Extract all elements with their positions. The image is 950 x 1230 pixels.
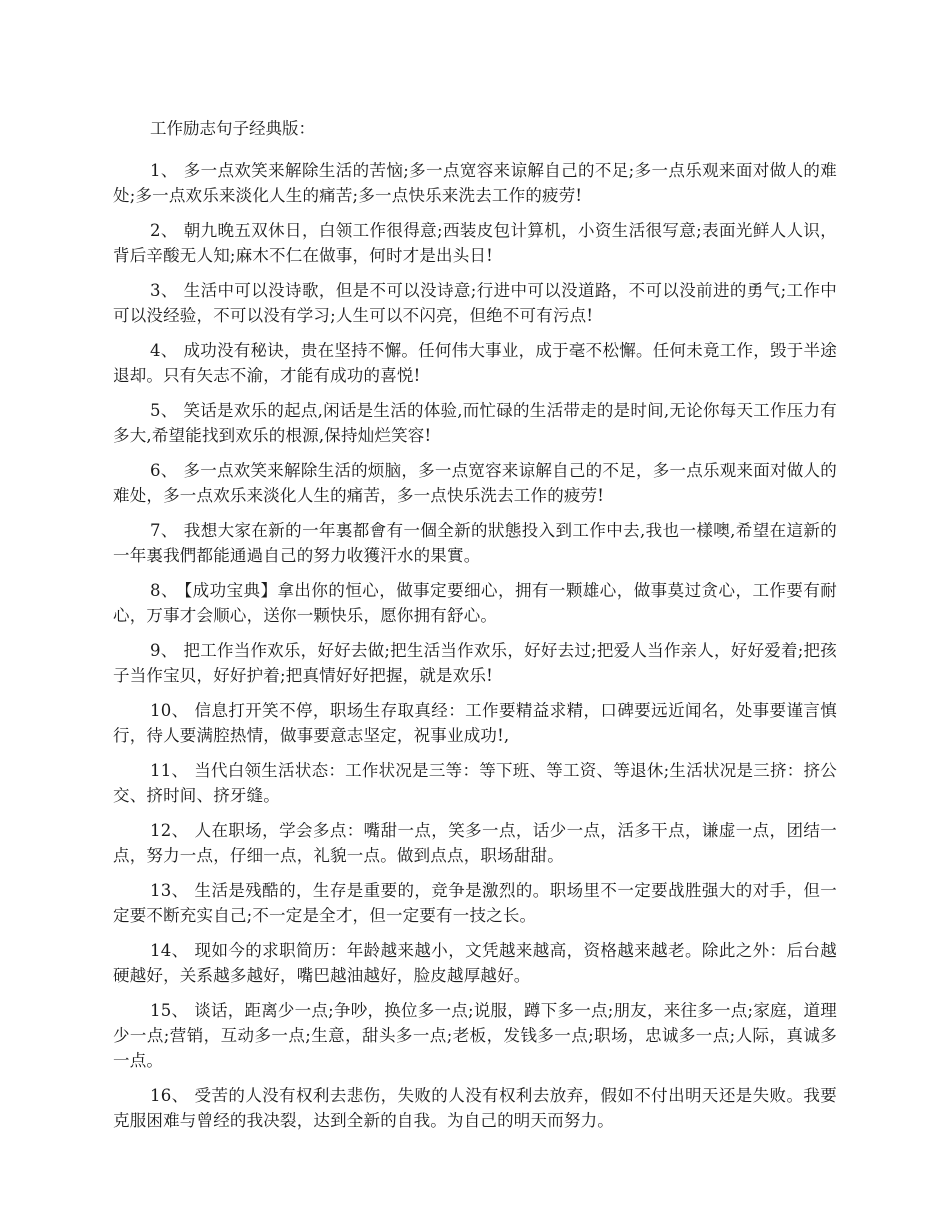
item-number: 6、 [150,461,178,480]
list-item [113,338,837,388]
list-item [113,458,837,508]
item-number: 9、 [150,641,178,660]
list-item [113,1083,837,1133]
item-text: 人在职场，学会多点：嘴甜一点，笑多一点，话少一点，活多干点，谦虚一点，团结一点，努力一点，仔细一点，礼貌一点。做到点点，职场甜甜。 [113,821,837,865]
item-number: 4、 [150,341,178,360]
document-page [113,118,837,1143]
item-text: 多一点欢笑来解除生活的烦脑，多一点宽容来谅解自己的不足，多一点乐观来面对做人的难处，多一点欢乐来淡化人生的痛苦，多一点快乐洗去工作的疲劳! [113,461,837,505]
list-item [113,218,837,268]
list-item [113,878,837,928]
list-item [113,938,837,988]
item-text: 信息打开笑不停，职场生存取真经：工作要精益求精，口碑要远近闻名，处事要谨言慎行，待人要满腔热情，做事要意志坚定，祝事业成功!, [113,701,837,745]
item-text: 现如今的求职简历：年龄越来越小，文凭越来越高，资格越来越老。除此之外：后台越硬越好，关系越多越好，嘴巴越油越好，脸皮越厚越好。 [113,941,837,985]
item-number: 11、 [150,761,189,780]
item-text: 成功没有秘诀，贵在坚持不懈。任何伟大事业，成于毫不松懈。任何未竟工作，毁于半途退却。只有矢志不渝，才能有成功的喜悦! [113,341,837,385]
item-number: 5、 [150,401,178,420]
item-number: 10、 [150,701,189,720]
item-text: 把工作当作欢乐，好好去做;把生活当作欢乐，好好去过;把爱人当作亲人，好好爱着;把孩子当作宝贝，好好护着;把真情好好把握，就是欢乐! [113,641,837,685]
list-item [113,998,837,1073]
item-text: 【成功宝典】拿出你的恒心，做事定要细心，拥有一颗雄心，做事莫过贪心，工作要有耐心，万事才会顺心，送你一颗快乐，愿你拥有舒心。 [113,581,837,625]
list-item [113,398,837,448]
list-item [113,518,837,568]
list-item [113,278,837,328]
item-text: 多一点欢笑来解除生活的苦恼;多一点宽容来谅解自己的不足;多一点乐观来面对做人的难处;多一点欢乐来淡化人生的痛苦;多一点快乐来洗去工作的疲劳! [113,161,837,205]
list-item [113,758,837,808]
item-number: 7、 [150,521,178,540]
item-number: 2、 [150,221,178,240]
list-item [113,638,837,688]
item-text: 谈话，距离少一点;争吵，换位多一点;说服，蹲下多一点;朋友，来往多一点;家庭，道理少一点;营销，互动多一点;生意，甜头多一点;老板，发钱多一点;职场，忠诚多一点;人际，真诚多一点。 [113,1001,837,1070]
document-title: 工作励志句子经典版： [150,119,315,138]
item-text: 我想大家在新的一年裏都會有一個全新的狀態投入到工作中去,我也一樣噢,希望在這新的一年裏我們都能通過自己的努力收獲汗水的果實。 [113,521,837,565]
item-text: 当代白领生活状态：工作状况是三等：等下班、等工资、等退休;生活状况是三挤：挤公交、挤时间、挤牙缝。 [113,761,837,805]
item-text: 受苦的人没有权利去悲伤，失败的人没有权利去放弃，假如不付出明天还是失败。我要克服困难与曾经的我决裂，达到全新的自我。为自己的明天而努力。 [113,1086,837,1130]
list-item [113,158,837,208]
item-text: 笑话是欢乐的起点,闲话是生活的体验,而忙碌的生活带走的是时间,无论你每天工作压力有多大,希望能找到欢乐的根源,保持灿烂笑容! [113,401,837,445]
item-text: 生活中可以没诗歌，但是不可以没诗意;行进中可以没道路，不可以没前进的勇气;工作中可以没经验，不可以没有学习;人生可以不闪亮，但绝不可有污点! [113,281,837,325]
list-item [113,818,837,868]
item-number: 8、 [150,581,178,600]
item-number: 13、 [150,881,189,900]
item-number: 1、 [150,161,178,180]
list-item [113,698,837,748]
item-number: 3、 [150,281,178,300]
list-item [113,578,837,628]
item-text: 生活是残酷的，生存是重要的，竞争是激烈的。职场里不一定要战胜强大的对手，但一定要不断充实自己;不一定是全才，但一定要有一技之长。 [113,881,837,925]
item-number: 16、 [150,1086,189,1105]
item-text: 朝九晚五双休日，白领工作很得意;西装皮包计算机，小资生活很写意;表面光鲜人人识，背后辛酸无人知;麻木不仁在做事，何时才是出头日! [113,221,837,265]
item-number: 15、 [150,1001,189,1020]
item-number: 12、 [150,821,189,840]
item-number: 14、 [150,941,189,960]
